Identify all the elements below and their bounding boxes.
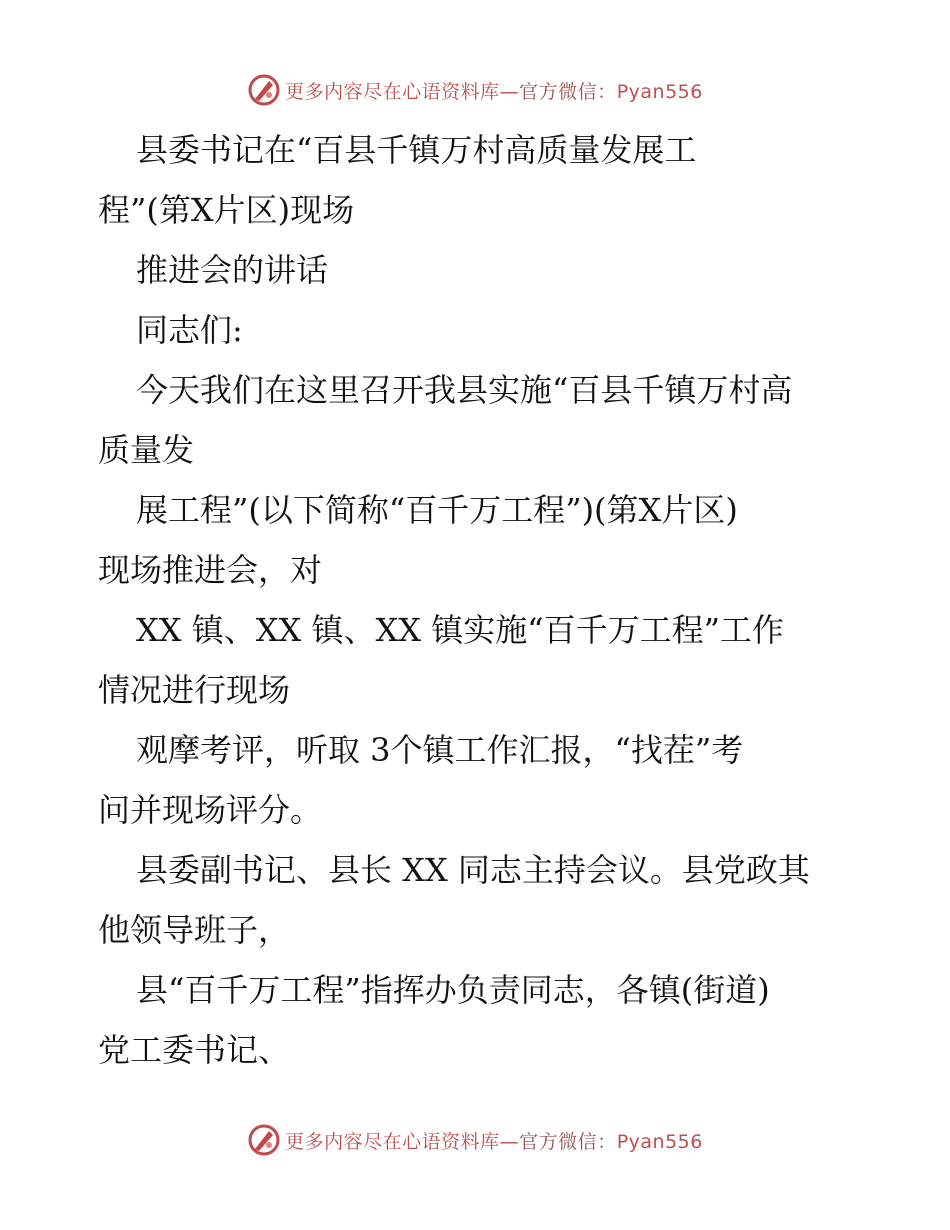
watermark-text — [285, 77, 703, 104]
watermark-dash: — — [499, 1130, 520, 1153]
text-line: 观摩考评，听取 3个镇工作汇报，“找茬”考 — [136, 731, 744, 769]
text-line: 县“百千万工程”指挥办负责同志，各镇(街道) — [136, 971, 770, 1009]
watermark-text — [285, 1127, 703, 1154]
watermark-wechat-id: Pyan556 — [616, 1130, 703, 1153]
watermark-wechat-id: Pyan556 — [616, 80, 703, 103]
header-watermark — [0, 70, 950, 110]
text-line: 现场推进会，对 — [98, 551, 323, 589]
text-line: 党工委书记、 — [98, 1031, 291, 1069]
text-line: 推进会的讲话 — [136, 251, 329, 289]
text-line: 程”(第X片区)现场 — [98, 191, 355, 229]
text-line: 同志们: — [136, 311, 243, 349]
text-line: 他领导班子， — [98, 911, 291, 949]
text-line: 县委副书记、县长 XX 同志主持会议。县党政其 — [136, 851, 810, 889]
watermark-dash: — — [499, 80, 520, 103]
watermark-wechat-label: 官方微信： — [519, 1130, 617, 1153]
text-line: XX 镇、XX 镇、XX 镇实施“百千万工程”工作 — [136, 611, 784, 649]
text-line: 今天我们在这里召开我县实施“百县千镇万村高 — [136, 371, 793, 409]
watermark-title: 更多内容尽在心语资料库 — [285, 1130, 500, 1153]
pen-logo-icon — [247, 1123, 281, 1157]
text-line: 情况进行现场 — [98, 671, 291, 709]
footer-watermark — [0, 1120, 950, 1160]
text-line: 质量发 — [98, 431, 195, 469]
text-line: 展工程”(以下简称“百千万工程”)(第X片区) — [136, 491, 738, 529]
text-line: 县委书记在“百县千镇万村高质量发展工 — [136, 131, 697, 169]
pen-logo-icon — [247, 73, 281, 107]
watermark-title: 更多内容尽在心语资料库 — [285, 80, 500, 103]
watermark-wechat-label: 官方微信： — [519, 80, 617, 103]
document-body — [98, 120, 858, 1080]
text-line: 问并现场评分。 — [98, 791, 323, 829]
